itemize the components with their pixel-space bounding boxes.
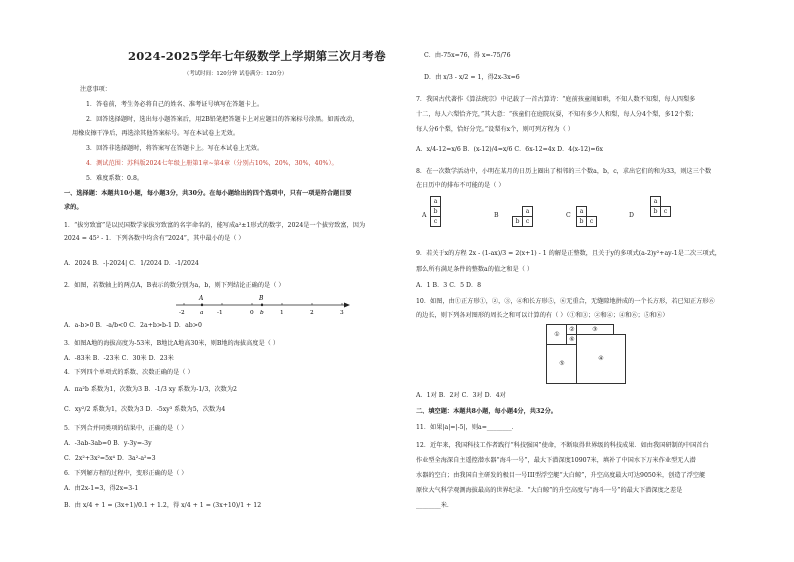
question-text: 4．下列四个单项式的系数、次数正确的是（ ） (64, 369, 194, 376)
question-text: 那么所有满足条件的整数a的值之和是（ ） (416, 266, 534, 273)
question-text: 7．我国古代著作《算法统宗》中记载了一首古算诗：“庭前孩童闹如哄，不知人数不知梨，每人四梨多 (416, 96, 696, 103)
option-label: B (494, 212, 499, 219)
figure-region: ④ (576, 334, 626, 384)
question-text: 作业型全海深自主遥控潜水器“海斗一号”，最大下潜深度10907米，填补了中国水下万米作业型无人潜 (416, 457, 696, 464)
notes-heading: 注意事项： (80, 86, 111, 93)
note-item: 1．答卷前，考生务必将自己的姓名、准考证号填写在答题卡上。 (86, 101, 264, 108)
question-text: 十二，每人六梨恰齐完，”其大意：“孩童们在庭院玩耍，不知有多少人和梨，每人分4个梨，多12个梨； (416, 111, 698, 118)
figure-region: ⑤ (546, 344, 578, 384)
options-line: A．a-b>0 B．-a/b<0 C．2a+b>b-1 D．ab>0 (64, 322, 202, 329)
figure-region: ① (546, 324, 568, 346)
option-label: D (629, 212, 634, 219)
question-text: 水器的空白；由我国自主研发的极目一号III型浮空艇“大白鲸”，升空高度最大可达9050米，创造了浮空艇 (416, 472, 706, 479)
question-text: 每人分6个梨，恰好分完。”设梨有x个，则可列方程为（ ） (416, 126, 574, 133)
options-line: D．由 x/3 - x/2 = 1，得2x-3x=6 (424, 74, 520, 81)
note-item: 3．回答非选择题时，将答案写在答题卡上。写在本试卷上无效。 (86, 145, 264, 152)
calendar-cell: a (576, 206, 587, 217)
options-line: B．由 x/4 + 1 = (3x+1)/0.1 + 1.2，得 x/4 + 1 = (3x+10)/1 + 12 (64, 502, 262, 509)
options-line: C．xy²/2 系数为1，次数为3 D．-5xy³ 系数为5，次数为4 (64, 406, 226, 413)
point-label: A (199, 295, 204, 302)
options-line: A．πa²b 系数为1，次数为3 B．-1/3 xy 系数为-1/3，次数为2 (64, 386, 237, 393)
options-line: A．2024 B．-|-2024| C．1/2024 D．-1/2024 (64, 260, 199, 267)
tick-label: 3 (340, 310, 344, 316)
note-item: 2．回答选择题时，选出每小题答案后，用2B铅笔把答题卡上对应题目的答案标号涂黑。如需改动， (86, 116, 359, 123)
question-text: 12．近年来，我国科技工作者践行“科技强国”使命，不断取得世界级的科技成果．如由我国研制的中国首台 (416, 442, 709, 449)
exam-info: （考试时间：120分钟 试卷满分：120分） (184, 71, 288, 77)
question-text: 原位大气科学观测海拔最高的世界纪录．“大白鲸”的升空高度与“海斗一号”的最大下潜深度之差是 (416, 487, 683, 494)
question-text: 2024 = 45² - 1．下列各数中均含有“2024”，其中最小的是（ ） (64, 235, 245, 242)
options-line: C．由-75x=76，得 x=-75/76 (424, 52, 511, 59)
calendar-cell: a (522, 206, 533, 217)
option-label: A (422, 212, 427, 219)
section-heading: 求的。 (64, 204, 83, 211)
calendar-cell: b (512, 216, 523, 227)
question-text: 9．若关于x的方程 2x - (1-ax)/3 = 2(x+1) - 1 的解是正整数，且关于y的多项式(a-2)y²+ay-1是二次三项式， (416, 250, 721, 257)
question-text: 1．“拔穷致富”是以民国数学家拔穷致富的名字命名的，能写成a²±1形式的数字，2024是一个拔穷致富，因为 (64, 222, 366, 229)
tick-label: -2 (179, 310, 185, 316)
figure-region: ③ (576, 324, 614, 336)
figure-region: ② (566, 324, 578, 336)
question-text: 3．如图A地的海拔高度为-53米，B地比A地高30米，则B地的海拔高度是（ ） (64, 340, 280, 347)
option-label: C (566, 212, 571, 219)
options-line: A．-83米 B．-23米 C．30米 D．23米 (64, 355, 174, 362)
calendar-cell: a (430, 196, 441, 207)
question-text: 6．下列解方程的过程中，变形正确的是（ ） (64, 470, 188, 477)
options-line: A．1 B．3 C．5 D．8 (416, 282, 482, 289)
figure-region: ⑥ (566, 334, 578, 346)
question-text: 11．如果|a|=|-5|，则a=________． (416, 424, 518, 431)
left-column (64, 0, 394, 562)
question-text: 5．下列合并同类项的结果中，正确的是（ ） (64, 425, 188, 432)
tick-label: 1 (280, 310, 284, 316)
section-heading: 一、选择题：本题共10小题，每小题3分，共30分。在每小题给出的四个选项中，只有一项是符合题目要 (64, 190, 352, 197)
section-heading: 二、填空题：本题共8小题，每小题4分，共32分。 (416, 408, 557, 415)
tick-label: 2 (310, 310, 314, 316)
question-text: 的边长，则下列各对图形的周长之和可以计算的有（ ）（①和③；②和④；④和⑥；⑤和⑥） (416, 312, 669, 319)
question-text: 在日历中的排布不可能的是（ ） (416, 182, 505, 189)
right-column (416, 0, 754, 562)
options-line: C．2x²+3x²=5x⁴ D．3a²-a²=3 (64, 455, 156, 462)
question-text: 2．如图，若数轴上的两点A，B表示的数分别为a，b，则下列结论正确的是（ ） (64, 282, 285, 289)
calendar-cell: b (430, 206, 441, 217)
calendar-cell: c (660, 206, 671, 217)
options-line: A．1对 B．2对 C．3对 D．4对 (416, 392, 506, 399)
note-item-scope: 4．测试范围：苏科版2024七年级上册第1章~第4章（分别占10%，20%，30%，40%）。 (86, 160, 338, 167)
options-line: A．x/4-12=x/6 B．(x-12)/4=x/6 C．6x-12=4x D．4(x-12)=6x (416, 146, 604, 153)
question-text: ________米． (416, 502, 454, 509)
tick-label: 0 (250, 310, 254, 316)
calendar-cell: b (650, 206, 661, 217)
question-text: 10．如图，由①正方形①，②，③，④和长方形⑤，⑥无重合，无缝隙地拼成的一个长方形，若已知正方形⑥ (416, 298, 715, 305)
point-label: B (259, 295, 264, 302)
tick-label: b (260, 310, 264, 316)
options-line: A．-3ab-3ab=0 B．y-3y=-3y (64, 440, 152, 447)
note-item: 5．难度系数：0.8。 (86, 175, 144, 182)
calendar-cell: c (586, 216, 597, 227)
note-item: 用橡皮擦干净后，再选涂其他答案标号。写在本试卷上无效。 (72, 130, 240, 137)
calendar-cell: b (576, 216, 587, 227)
question-text: 8．在一次数学活动中，小明在某月的日历上圈出了相邻的三个数a，b，c，求出它们的和为33，则这三个数 (416, 168, 712, 175)
page-title: 2024-2025学年七年级数学上学期第三次月考卷 (128, 49, 386, 63)
tick-label: a (200, 310, 204, 316)
calendar-cell: c (430, 216, 441, 227)
calendar-cell: c (522, 216, 533, 227)
calendar-cell: a (650, 196, 661, 207)
number-line-figure (172, 292, 352, 318)
tick-label: -1 (217, 310, 223, 316)
options-line: A．由2x-1=3，得2x=3-1 (64, 485, 139, 492)
